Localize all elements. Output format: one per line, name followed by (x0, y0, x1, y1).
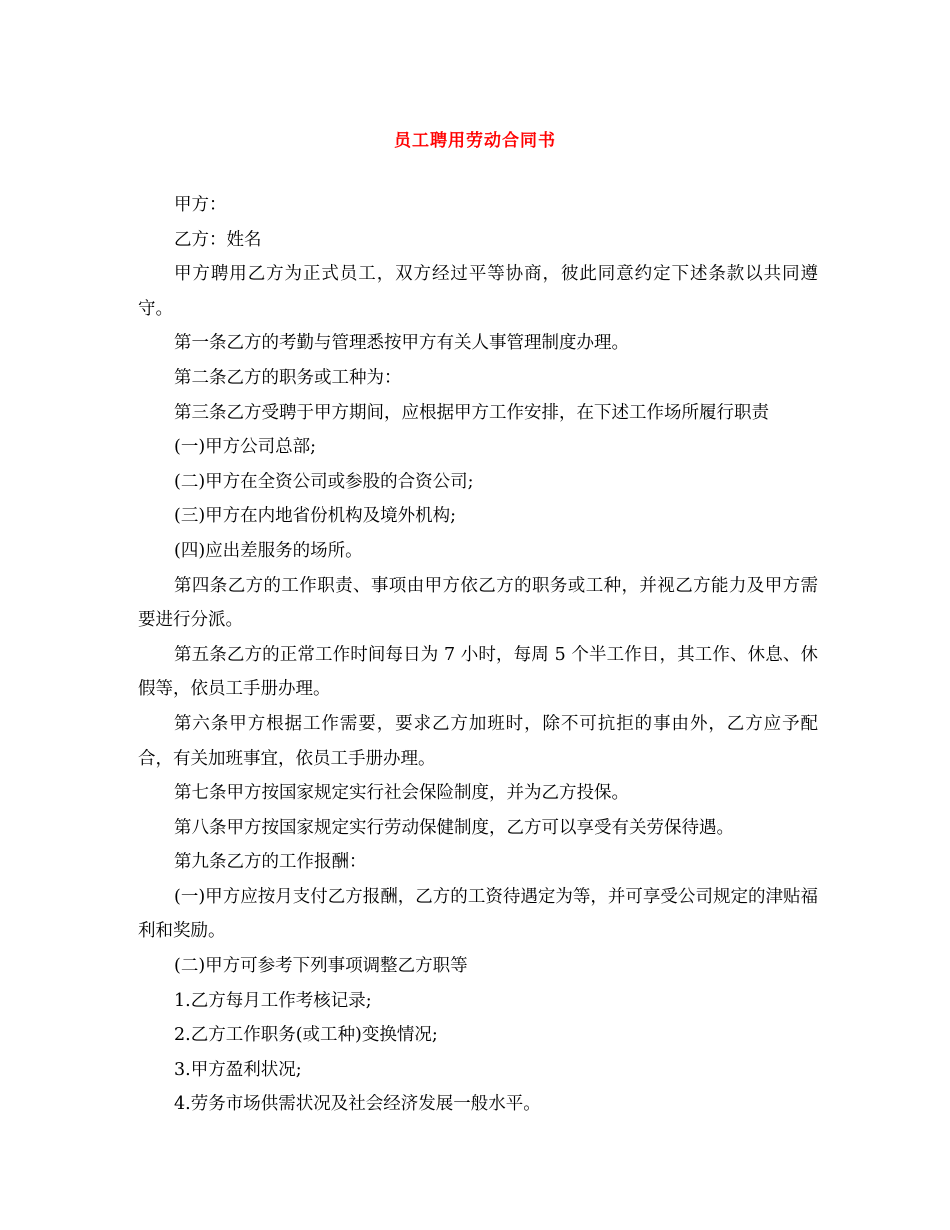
paragraph-article-2: 第二条乙方的职务或工种为： (174, 367, 402, 388)
paragraph-party-a: 甲方： (174, 195, 227, 215)
paragraph-article-5: 第五条乙方的正常工作时间每日为 7 小时，每周 5 个半工作日，其工作、休息、休假等，依员工手册办理。 (138, 644, 818, 700)
paragraph-article-9-item-1: (一)甲方应按月支付乙方报酬，乙方的工资待遇定为等，并可享受公司规定的津贴福利和奖励。 (138, 886, 818, 942)
document-body (138, 188, 818, 1122)
paragraph-article-3: 第三条乙方受聘于甲方期间，应根据甲方工作安排，在下述工作场所履行职责 (174, 402, 769, 423)
paragraph-article-7: 第七条甲方按国家规定实行社会保险制度，并为乙方投保。 (174, 783, 629, 804)
paragraph-article-9-sub-4: 4.劳务市场供需状况及社会经济发展一般水平。 (174, 1094, 541, 1115)
paragraph-article-3-item-1: (一)甲方公司总部; (174, 437, 317, 458)
paragraph-article-9-sub-2: 2.乙方工作职务(或工种)变换情况; (174, 1025, 438, 1046)
paragraph-article-1: 第一条乙方的考勤与管理悉按甲方有关人事管理制度办理。 (174, 333, 629, 354)
paragraph-preamble: 甲方聘用乙方为正式员工，双方经过平等协商，彼此同意约定下述条款以共同遵守。 (138, 264, 818, 319)
paragraph-article-4: 第四条乙方的工作职责、事项由甲方依乙方的职务或工种，并视乙方能力及甲方需要进行分派。 (138, 575, 818, 631)
document-title: 员工聘用劳动合同书 (394, 131, 556, 151)
paragraph-article-9-sub-1: 1.乙方每月工作考核记录; (174, 990, 372, 1011)
paragraph-article-9-item-2: (二)甲方可参考下列事项调整乙方职等 (174, 956, 468, 977)
paragraph-party-b: 乙方：姓名 (174, 229, 262, 250)
paragraph-article-9: 第九条乙方的工作报酬： (174, 852, 367, 873)
paragraph-article-3-item-2: (二)甲方在全资公司或参股的合资公司; (174, 471, 474, 492)
paragraph-article-3-item-4: (四)应出差服务的场所。 (174, 540, 363, 561)
paragraph-article-8: 第八条甲方按国家规定实行劳动保健制度，乙方可以享受有关劳保待遇。 (174, 817, 734, 838)
paragraph-article-3-item-3: (三)甲方在内地省份机构及境外机构; (174, 506, 457, 527)
paragraph-article-9-sub-3: 3.甲方盈利状况; (174, 1059, 302, 1080)
paragraph-article-6: 第六条甲方根据工作需要，要求乙方加班时，除不可抗拒的事由外，乙方应予配合，有关加班事宜，依员工手册办理。 (138, 713, 818, 769)
